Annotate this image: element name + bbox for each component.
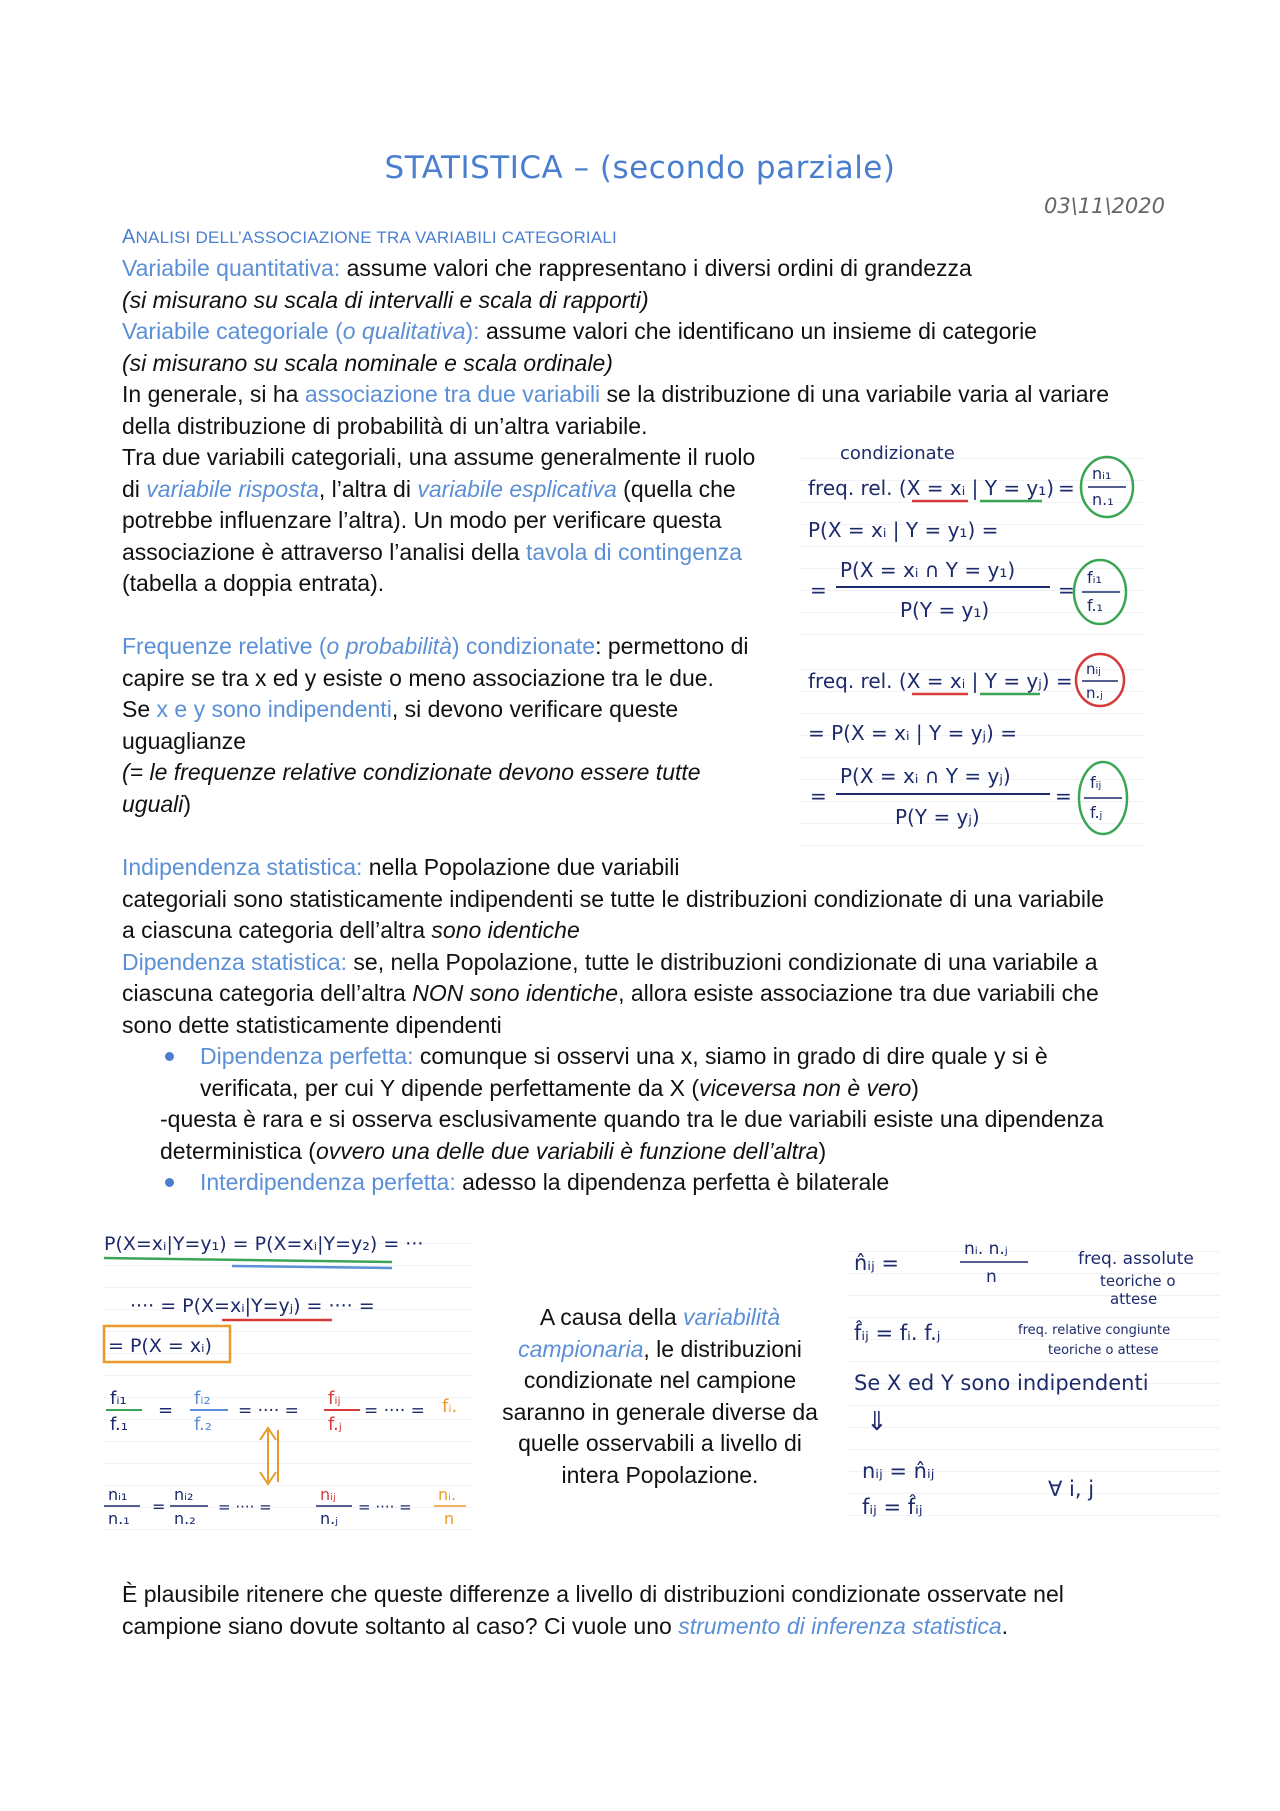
center-line2 xyxy=(490,1334,830,1366)
p5-line3 xyxy=(122,694,792,726)
p1-text: assume valori che rappresentano i diversi ordini di grandezza xyxy=(340,255,972,281)
note3-fjd: f.ⱼ xyxy=(328,1414,342,1435)
note2-svg xyxy=(800,648,1145,858)
final-line1: È plausibile ritenere che queste differenze a livello di distribuzioni condizionate osservate nel xyxy=(122,1581,1064,1607)
rare-l2a: deterministica ( xyxy=(160,1137,316,1164)
p5-l3b: , si devono verificare queste xyxy=(391,696,679,722)
note3-fi: fᵢ. xyxy=(442,1396,458,1417)
final-l2b: . xyxy=(1001,1612,1009,1639)
p4-line3: potrebbe influenzare l’altra). Un modo per verificare questa xyxy=(122,507,722,533)
sampling-variability-text xyxy=(490,1302,830,1491)
note1-c1n: nᵢ₁ xyxy=(1092,464,1112,483)
note3-fj: fᵢⱼ xyxy=(328,1388,341,1409)
note1-c2n: fᵢ₁ xyxy=(1087,568,1102,587)
note2-row1: freq. rel. (X = xᵢ | Y = yⱼ) = xyxy=(808,669,1073,693)
bullet-interdipendenza xyxy=(160,1167,1200,1199)
center-line5: quelle osservabili a livello di xyxy=(518,1430,802,1456)
p5-line5: (= le frequenze relative condizionate devono essere tutte xyxy=(122,759,701,785)
note3-n2d: n.₂ xyxy=(174,1509,196,1528)
b1-l2a: verificata, per cui Y dipende perfettamente da X ( xyxy=(200,1074,700,1101)
p5-line4: uguaglianze xyxy=(122,727,247,754)
note4-row1: n̂ᵢⱼ = xyxy=(854,1251,900,1275)
note3-row3: = P(X = xᵢ) xyxy=(108,1335,212,1357)
term-categoriale xyxy=(122,318,480,344)
note4-row5: fᵢⱼ = f̂ᵢⱼ xyxy=(862,1495,923,1519)
term-frequenze-it: o probabilità xyxy=(326,633,452,659)
note2-eq2: = xyxy=(1055,784,1072,808)
p7-line2 xyxy=(122,978,1202,1010)
note4-forall: ∀ i, j xyxy=(1048,1477,1095,1501)
p4-l2a: di xyxy=(122,475,147,502)
p3-line2: della distribuzione di probabilità di un’altra variabile. xyxy=(122,412,648,439)
term-frequenze-b: ) condizionate xyxy=(451,633,596,659)
p4-block xyxy=(122,442,792,600)
note4-row4: nᵢⱼ = n̂ᵢⱼ xyxy=(862,1459,935,1483)
center-l2b: , le distribuzioni xyxy=(643,1335,802,1362)
term-inferenza: strumento di inferenza statistica xyxy=(678,1612,1002,1639)
heading-text: NALISI DELL’ASSOCIAZIONE TRA VARIABILI CATEGORIALI xyxy=(135,228,617,247)
handwritten-note-expected xyxy=(848,1230,1220,1530)
p5-l6b: ) xyxy=(183,790,192,817)
note2-c2n: fᵢⱼ xyxy=(1090,773,1102,792)
b1-l2b: ) xyxy=(911,1074,919,1101)
term-categoriale-end: ): xyxy=(465,318,480,344)
p4-line4 xyxy=(122,537,792,569)
note1-row2: P(X = xᵢ | Y = y₁) = xyxy=(808,518,999,542)
p6-line2: categoriali sono statisticamente indipendenti se tutte le distribuzioni condizionate di una variabile xyxy=(122,885,1104,912)
note4-r1d: n xyxy=(986,1267,997,1287)
handwritten-note-conditional-1 xyxy=(800,437,1145,647)
rare-line1: -questa è rara e si osserva esclusivamente quando tra le due variabili esiste una dipendenza xyxy=(160,1106,1104,1132)
note1-header: condizionate xyxy=(840,443,955,464)
p4-line1: Tra due variabili categoriali, una assume generalmente il ruolo xyxy=(122,444,756,470)
p7-l1b: se, nella Popolazione, tutte le distribuzioni condizionate di una variabile a xyxy=(347,948,1098,975)
p4-line2 xyxy=(122,474,792,506)
p3-b: se la distribuzione di una variabile varia al variare xyxy=(600,381,1109,407)
section-heading xyxy=(122,226,617,249)
note3-nid: n xyxy=(444,1509,455,1528)
note1-eq2: = xyxy=(810,578,827,602)
final-question xyxy=(122,1579,1202,1642)
note3-row1: P(X=xᵢ|Y=y₁) = P(X=xᵢ|Y=y₂) = ··· xyxy=(104,1233,424,1255)
note3-n1: nᵢ₁ xyxy=(108,1485,128,1504)
note4-r1n: nᵢ. n.ⱼ xyxy=(964,1239,1008,1259)
p4-l2c: (quella che xyxy=(616,475,736,502)
center-line3: condizionate nel campione xyxy=(523,1367,797,1393)
p5-line1 xyxy=(122,631,792,663)
term-campionaria: campionaria xyxy=(518,1335,644,1362)
p4-line5: (tabella a doppia entrata). xyxy=(122,570,385,596)
term-risposta: variabile risposta xyxy=(146,475,319,502)
dependence-block xyxy=(122,852,1202,1041)
p7-line1 xyxy=(122,947,1202,979)
center-line4: saranno in generale diverse da xyxy=(502,1398,818,1425)
term-esplicativa: variabile esplicativa xyxy=(417,475,617,502)
handwritten-note-conditional-2 xyxy=(800,648,1145,858)
term-dipendenza-perfetta: Dipendenza perfetta: xyxy=(200,1043,414,1069)
note4-r2note: freq. relative congiunte xyxy=(1018,1323,1171,1338)
term-frequenze xyxy=(122,633,595,659)
note3-dots3: = ···· = xyxy=(218,1498,272,1516)
note4-r1note: freq. assolute xyxy=(1078,1249,1194,1269)
note3-svg xyxy=(102,1222,472,1532)
p5-line2: capire se tra x ed y esiste o meno associazione tra le due. xyxy=(122,664,714,691)
p4-l4a: associazione è attraverso l’analisi della xyxy=(122,538,526,565)
note4-row2: f̂ᵢⱼ = fᵢ. f.ⱼ xyxy=(854,1321,941,1345)
bullet-dipendenza-perfetta xyxy=(160,1041,1200,1104)
note3-eq-a: = xyxy=(158,1400,174,1421)
note3-nj: nᵢⱼ xyxy=(320,1485,336,1504)
p2-text: assume valori che identificano un insieme di categorie xyxy=(479,318,1037,344)
b1-line1 xyxy=(200,1041,1200,1073)
center-line1 xyxy=(490,1302,830,1334)
term-indipendenza: Indipendenza statistica: xyxy=(122,854,363,880)
p7-line3: sono dette statisticamente dipendenti xyxy=(122,1011,502,1038)
p7-l2a: ciascuna categoria dell’altra xyxy=(122,980,413,1006)
p6-line3 xyxy=(122,915,1202,947)
note4-row3: Se X ed Y sono indipendenti xyxy=(854,1371,1149,1395)
note1-svg xyxy=(800,437,1145,647)
bullet-block xyxy=(160,1041,1200,1199)
term-interdipendenza: Interdipendenza perfetta: xyxy=(200,1169,456,1195)
note3-eq-b: = xyxy=(152,1497,166,1516)
note4-r2note2: teoriche o attese xyxy=(1048,1343,1159,1358)
term-categoriale-a: Variabile categoriale ( xyxy=(122,318,343,344)
note1-c2d: f.₁ xyxy=(1087,596,1103,615)
note1-row3: P(X = xᵢ ∩ Y = y₁) xyxy=(840,558,1016,582)
bullet-list-2 xyxy=(160,1167,1200,1199)
note3-f1: fᵢ₁ xyxy=(110,1388,127,1409)
term-categoriale-it: o qualitativa xyxy=(342,318,466,344)
note3-row2: ···· = P(X=xᵢ|Y=yⱼ) = ···· = xyxy=(130,1295,375,1317)
note1-eq3: = xyxy=(1058,578,1075,602)
note3-f2: fᵢ₂ xyxy=(194,1388,211,1409)
term-tavola: tavola di contingenza xyxy=(526,538,743,565)
note2-row4: P(Y = yⱼ) xyxy=(895,805,980,829)
note2-eq: = xyxy=(810,784,827,808)
p2-line xyxy=(122,316,1182,348)
p5-l3a: Se xyxy=(122,696,157,722)
note3-dots1: = ···· = xyxy=(238,1401,299,1421)
p5-l6: uguali xyxy=(122,790,184,817)
date: 03\11\2020 xyxy=(1043,194,1165,218)
center-l1a: A causa della xyxy=(539,1304,684,1330)
b1-l2it: viceversa non è vero xyxy=(699,1074,912,1101)
heading-initial: A xyxy=(122,226,136,248)
p7-l2b: , allora esiste associazione tra due variabili che xyxy=(618,980,1099,1006)
p4-l2b: , l’altra di xyxy=(318,475,418,502)
intro-block xyxy=(122,253,1182,442)
note2-c1n: nᵢⱼ xyxy=(1086,660,1101,678)
p6-l3a: a ciascuna categoria dell’altra xyxy=(122,917,432,943)
p3-line1 xyxy=(122,379,1182,411)
note3-n1d: n.₁ xyxy=(108,1509,130,1528)
note2-c1d: n.ⱼ xyxy=(1086,684,1103,702)
rare-line2 xyxy=(160,1136,1200,1168)
p7-l2it: NON sono identiche xyxy=(412,980,619,1006)
p5-l1b: : permettono di xyxy=(595,633,749,659)
note1-c1d: n.₁ xyxy=(1092,490,1114,509)
note3-ni: nᵢ. xyxy=(438,1485,457,1504)
note3-underline-blue xyxy=(232,1266,392,1268)
note4-r1note2: teoriche o xyxy=(1100,1272,1176,1290)
note4-r1note3: attese xyxy=(1110,1290,1158,1308)
p5-block xyxy=(122,631,792,820)
note4-arrow-icon: ⇓ xyxy=(866,1407,888,1437)
center-line6: intera Popolazione. xyxy=(561,1461,759,1488)
p1-line xyxy=(122,253,1182,285)
note2-c2d: f.ⱼ xyxy=(1090,803,1103,822)
bullet-list-1 xyxy=(160,1041,1200,1104)
p1-note: (si misurano su scala di intervalli e scala di rapporti) xyxy=(122,286,649,313)
b1-line2 xyxy=(200,1073,1200,1105)
double-arrow-icon xyxy=(260,1428,278,1484)
term-quantitativa: Variabile quantitativa: xyxy=(122,255,341,281)
final-line2 xyxy=(122,1611,1202,1643)
p6-l1b: nella Popolazione due variabili xyxy=(362,854,680,880)
note3-f1d: f.₁ xyxy=(110,1414,128,1435)
note2-row2: = P(X = xᵢ | Y = yⱼ) = xyxy=(808,721,1017,745)
p2-note: (si misurano su scala nominale e scala ordinale) xyxy=(122,349,613,376)
term-associazione: associazione tra due variabili xyxy=(304,381,601,407)
note3-dots2: = ···· = xyxy=(364,1401,425,1421)
b2-text: adesso la dipendenza perfetta è bilaterale xyxy=(455,1169,890,1195)
term-dipendenza: Dipendenza statistica: xyxy=(122,948,348,975)
note3-underline-green xyxy=(104,1258,392,1262)
p6-l3it: sono identiche xyxy=(431,917,580,943)
final-l2a: campione siano dovute soltanto al caso? Ci vuole uno xyxy=(122,1612,679,1639)
page-title: STATISTICA – (secondo parziale) xyxy=(384,150,896,186)
b1-l1b: comunque si osservi una x, siamo in grado di dire quale y si è xyxy=(413,1043,1048,1069)
note3-njd: n.ⱼ xyxy=(320,1509,339,1528)
note3-dots4: = ···· = xyxy=(358,1498,412,1516)
p6-line1 xyxy=(122,852,1202,884)
term-variabilita: variabilità xyxy=(683,1304,781,1330)
note4-svg xyxy=(848,1230,1220,1530)
rare-l2b: ) xyxy=(818,1137,827,1164)
term-frequenze-a: Frequenze relative ( xyxy=(122,633,327,659)
note3-n2: nᵢ₂ xyxy=(174,1485,194,1504)
note3-f2d: f.₂ xyxy=(194,1414,212,1435)
note1-row1: freq. rel. (X = xᵢ | Y = y₁) xyxy=(808,476,1055,500)
note2-row3: P(X = xᵢ ∩ Y = yⱼ) xyxy=(840,764,1011,788)
note1-row4: P(Y = y₁) xyxy=(900,598,990,622)
term-indipendenti: x e y sono indipendenti xyxy=(156,696,392,722)
p3-a: In generale, si ha xyxy=(122,381,305,407)
p5-line6 xyxy=(122,789,792,821)
rare-l2it: ovvero una delle due variabili è funzione dell’altra xyxy=(315,1137,819,1164)
note1-eq1: = xyxy=(1058,476,1075,500)
handwritten-note-equalities xyxy=(102,1222,472,1532)
